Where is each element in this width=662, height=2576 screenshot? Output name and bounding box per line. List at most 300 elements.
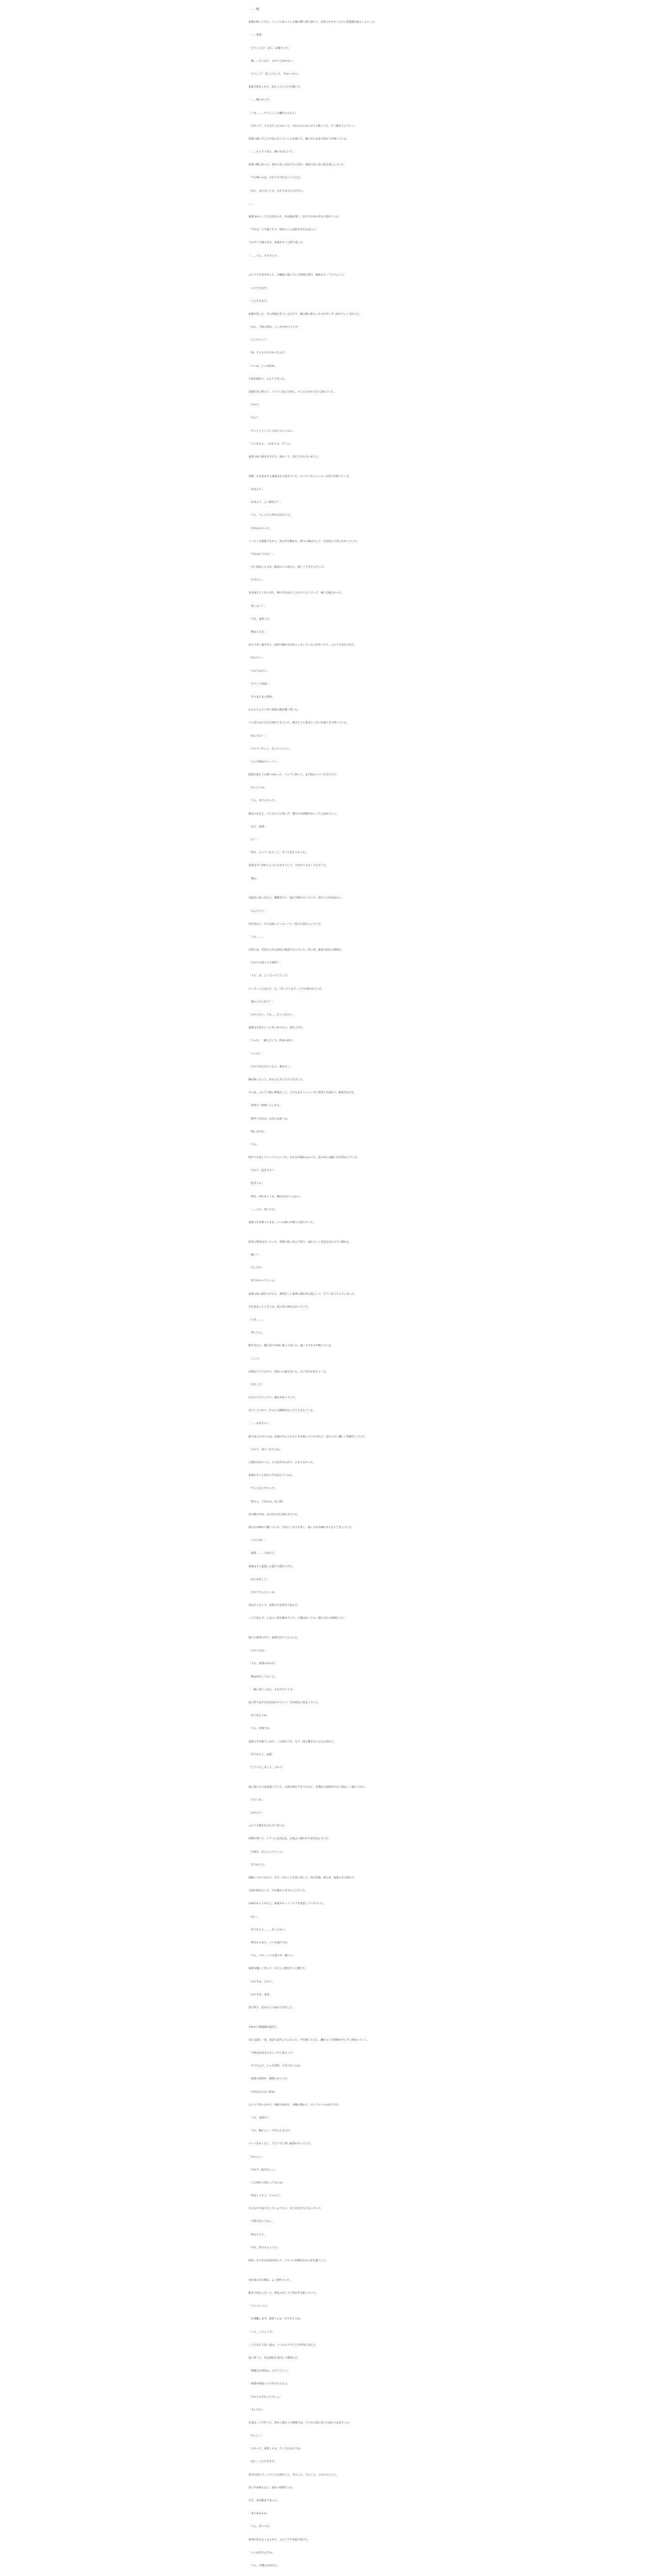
blank-line (249, 1771, 413, 1778)
text-paragraph: 「どこがいい？」 (249, 338, 270, 342)
blank-line (249, 1882, 413, 1888)
blank-line (249, 1985, 413, 1992)
blank-line (249, 1174, 413, 1181)
text-paragraph: うなずいた俺の手を、家賃がそっと握り返した。 (249, 241, 306, 245)
blank-line (249, 1609, 413, 1616)
text-paragraph: …… (249, 202, 254, 206)
blank-line (249, 830, 413, 837)
blank-line (249, 1492, 413, 1499)
blank-line (249, 1070, 413, 1077)
text-paragraph: 家に着いたのは夜遅くだった。玄関の明かりをつけると、見慣れた部屋がやけに愛おしく感じられた。 (249, 1785, 368, 1789)
text-paragraph: 「私もよ。ごめんね、長い間」 (249, 1500, 285, 1503)
text-paragraph: 「ひかりみたい」 (249, 669, 270, 673)
blank-line (249, 2122, 413, 2128)
text-paragraph: 「こっち」 (249, 1357, 261, 1361)
text-paragraph: 噴水の水音と、子どもたちの笑い声。穏やかな時間がゆっくりと流れていく。 (249, 812, 339, 816)
blank-line (249, 1907, 413, 1914)
text-paragraph: 「かわいい」 (249, 2155, 264, 2159)
text-paragraph: 「ひかり」 (249, 403, 262, 407)
text-paragraph: 「はい」 (249, 1915, 259, 1919)
text-paragraph: 「全然片付いてない」 (249, 2220, 275, 2224)
text-paragraph: 「これ、家賃の？」 (249, 2116, 272, 2120)
blank-line (249, 2400, 413, 2407)
text-paragraph: 身支度をして外へ出た。朝の空気は少しひんやりとしていて、頬に心地よかった。 (249, 591, 344, 595)
text-paragraph: 封を切ると、中には短いメッセージと一枚の写真が入っていた。 (249, 922, 323, 926)
text-paragraph: 小指を絡めて、ふたりで笑った。 (249, 377, 287, 381)
blank-line (249, 1641, 413, 1648)
text-paragraph: 灯台の下のベンチに、誰かが座っていた。 (249, 1396, 298, 1400)
text-paragraph: 「また来ようね」 (249, 1714, 270, 1718)
text-paragraph: 荷物を置いて、ソファに沈み込む。心地よい疲れが全身を包んでいた。 (249, 1837, 331, 1841)
blank-line (249, 856, 413, 863)
text-paragraph: 「今度はお母さんがこっちに来るって」 (249, 2052, 295, 2055)
text-paragraph: 胸が熱くなって、何も言えずにただうなずいた。 (249, 1078, 305, 1081)
blank-line (249, 1466, 413, 1473)
text-paragraph: パン屋には小さな行列ができていた。焼きたての香ばしい匂いが通りまで漂っている。 (249, 721, 350, 725)
blank-line (249, 1083, 413, 1090)
text-paragraph: 三人で並んで歩く道は、いつもより少しだけ特別に見えた。 (249, 2343, 319, 2347)
blank-line (249, 519, 413, 526)
blank-line (249, 882, 413, 889)
text-paragraph: 「わあ……」 (249, 1318, 264, 1321)
blank-line (249, 765, 413, 772)
blank-line (249, 1829, 413, 1836)
text-paragraph: 「おはよう」 (249, 487, 264, 491)
blank-line (249, 914, 413, 921)
text-paragraph: 三人で並んで、しばらく海を眺めていた。言葉はなくても、満たされた時間だった。 (249, 1617, 346, 1620)
text-paragraph: 昼食は三人で作った。母から教わった卵焼きは、子どもの頃に食べた味そのままだった。 (249, 2421, 352, 2425)
blank-line (249, 954, 413, 960)
blank-line (249, 869, 413, 876)
blank-line (249, 701, 413, 707)
blank-line (249, 2491, 413, 2498)
blank-line (249, 1161, 413, 1168)
blank-line (249, 1226, 413, 1233)
text-paragraph: 「この頃から変わってないね」 (249, 2181, 285, 2184)
blank-line (249, 714, 413, 720)
text-paragraph: 「いただきます」 (249, 299, 270, 303)
text-paragraph: 家賃は写真をじっと見つめてから、顔を上げた。 (249, 1026, 306, 1030)
blank-line (249, 1135, 413, 1142)
blank-line (249, 889, 413, 895)
blank-line (249, 2465, 413, 2472)
text-paragraph: 「……うん。ありがとう」 (249, 254, 280, 258)
blank-line (249, 636, 413, 642)
blank-line (249, 1667, 413, 1674)
text-paragraph: 「うん。来てよかった」 (249, 799, 277, 803)
text-paragraph: 家賃を抱きしめて、涙をこらえて口を開いた。 (249, 86, 303, 89)
blank-line (249, 2070, 413, 2076)
text-paragraph: 母とは週に一度、電話で話すようになった。声を聞くたびに、離れていた時間が少しずつ埋まっていく。 (249, 2038, 370, 2042)
blank-line (249, 2362, 413, 2368)
text-paragraph: 家賃は少し緊張した様子で頭を下げた。 (249, 1565, 295, 1568)
blank-line (249, 1732, 413, 1739)
text-paragraph: 「寄りかかっていいよ」 (249, 1279, 277, 1283)
blank-line (249, 791, 413, 798)
text-paragraph: 「どういう意味？」 (249, 682, 272, 686)
text-paragraph: 「この人は？」 (249, 1539, 267, 1543)
text-paragraph: 近づくにつれて、その人の横顔がはっきりと見えてくる。 (249, 1409, 316, 1413)
blank-line (249, 1324, 413, 1330)
blank-line (249, 168, 413, 175)
text-paragraph: 「海。ずっと行きたかったんだ」 (249, 351, 287, 355)
text-paragraph: 全部が夢みたいで、でも確かに本当のことだった。 (249, 1889, 308, 1893)
blank-line (249, 2270, 413, 2277)
blank-line (249, 421, 413, 428)
text-paragraph: 「はい、いただきます」 (249, 2460, 277, 2464)
text-paragraph: 「俺……やっぱり、ひかりと歩かない」 (249, 59, 295, 63)
blank-line (249, 2556, 413, 2563)
text-paragraph: 「うん。久しぶりに夢も見なかった」 (249, 514, 293, 517)
blank-line (249, 221, 413, 227)
blank-line (249, 1817, 413, 1823)
blank-line (249, 1200, 413, 1207)
blank-line (249, 557, 413, 564)
text-paragraph: 「おはよう。よく眠れた？」 (249, 501, 283, 504)
text-paragraph: 「また来るわね」 (249, 2512, 270, 2516)
blank-line (249, 2530, 413, 2537)
blank-line (249, 1109, 413, 1116)
text-paragraph: 「いられるよ。これからも、ずっと」 (249, 442, 292, 446)
text-paragraph: 「うん。家賃のおかげ」 (249, 1662, 277, 1666)
text-paragraph: 記憶をたどりながら、海沿いの道を歩いた。白い灯台が見えてくる。 (249, 1370, 329, 1374)
text-paragraph: 「ひかり。来てくれたのね」 (249, 1448, 283, 1451)
blank-line (249, 1349, 413, 1356)
blank-line (249, 181, 413, 188)
blank-line (249, 64, 413, 71)
blank-line (249, 207, 413, 214)
text-paragraph: 「これ……」 (249, 935, 264, 939)
blank-line (249, 318, 413, 325)
blank-line (249, 396, 413, 402)
text-paragraph: トーストを頬張りながら、窓の外を眺める。昨日の風はやんで、空は澄んだ青に広がっていた。 (249, 539, 359, 543)
blank-line (249, 369, 413, 376)
blank-line (249, 1959, 413, 1966)
text-paragraph: 波の音が静かに響いている。空はどこまでも青く、遠くの水平線がきらきらと光っていた。 (249, 1526, 354, 1529)
blank-line (249, 1745, 413, 1752)
text-paragraph: 「そのまんまの意味」 (249, 695, 275, 699)
text-paragraph: 「少しだけ」 (249, 1266, 264, 1270)
text-paragraph: 電車が見えなくなるまで、ふたりで手を振り続けた。 (249, 2538, 310, 2541)
blank-line (249, 1453, 413, 1460)
text-paragraph: 「ほら、また泣いてる。ひかりは大丈夫だから」 (249, 189, 306, 193)
text-paragraph: 「いま、……すぐにここを離れたんだよ」 (249, 111, 298, 115)
text-paragraph: 「それ、昨日も言ってた」 (249, 2246, 280, 2249)
story-text-column (249, 6, 413, 2576)
blank-line (249, 1706, 413, 1713)
text-paragraph: 「じゃあ、一緒に行こう。約束の海だ」 (249, 1039, 295, 1043)
text-paragraph: 「そうなんだ。じゃあ部屋、片付けないとね」 (249, 2064, 303, 2068)
text-paragraph: 「……俺のせいだ」 (249, 98, 272, 102)
blank-line (249, 1259, 413, 1265)
text-paragraph: 「うわ、懐かしい。中学のときのだ」 (249, 2129, 292, 2133)
text-paragraph: 「クロワッサンと、あとメロンパン」 (249, 747, 292, 751)
blank-line (249, 2323, 413, 2329)
text-paragraph: 「行きたい」 (249, 579, 264, 582)
blank-line (249, 279, 413, 285)
text-paragraph: 「今日はどうする？」 (249, 552, 275, 556)
blank-line (249, 1232, 413, 1239)
text-paragraph: 「どうしたの？ ほら、お腹空いた」 (249, 46, 291, 50)
blank-line (249, 2413, 413, 2420)
blank-line (249, 1044, 413, 1051)
blank-line (249, 91, 413, 97)
text-paragraph: 湯船につかりながら、今日一日のことを思い返した。母の笑顔、海の青、家賃の手の温もり。 (249, 1876, 357, 1879)
blank-line (249, 2387, 413, 2394)
blank-line (249, 778, 413, 785)
text-paragraph: 「少しだけ」 (249, 2408, 264, 2412)
blank-line (249, 1596, 413, 1602)
blank-line (249, 597, 413, 603)
text-paragraph: 「どういたしまして、ひかり」 (249, 1766, 285, 1769)
text-paragraph: 夕方、母を駅まで送った。 (249, 2499, 280, 2502)
text-paragraph: 「……家賃」 (249, 33, 264, 37)
blank-line (249, 1427, 413, 1434)
blank-line (249, 2238, 413, 2245)
text-paragraph: 「やめて、恥ずかしい」 (249, 2168, 277, 2172)
blank-line (249, 1213, 413, 1219)
blank-line (249, 674, 413, 681)
text-paragraph: 「眠い？」 (249, 1253, 262, 1257)
blank-line (249, 1375, 413, 1382)
blank-line (249, 506, 413, 513)
text-paragraph: からかうように笑う家賃の腕を軽く叩いた。 (249, 708, 301, 712)
text-paragraph: 母の腕の中は、あの頃と同じ温かさだった。 (249, 1513, 301, 1516)
text-paragraph: 「何にする？」 (249, 734, 267, 738)
blank-line (249, 2043, 413, 2050)
text-paragraph: 「俺は大丈夫」 (249, 631, 267, 634)
text-paragraph: 「ねえ、今度の休み、どこか出かけようか」 (249, 326, 301, 329)
blank-line (249, 2297, 413, 2303)
text-paragraph: 「……嘘」 (249, 8, 262, 11)
text-paragraph: 「わからない。でも……行ってみたい」 (249, 1013, 295, 1017)
text-paragraph: 「明日、何があっても、俺はそばにいるから」 (249, 1195, 303, 1198)
text-paragraph: 母はそう言って、家賃の手を両手で包んだ。 (249, 1604, 300, 1607)
text-paragraph: 「平気。家賃こそ」 (249, 617, 272, 621)
blank-line (249, 1583, 413, 1589)
blank-line (249, 941, 413, 947)
blank-line (249, 739, 413, 746)
blank-line (249, 1803, 413, 1810)
text-paragraph: ふたりで夕食を作った。冷蔵庫に残っていた野菜と卵で、簡単なスープとオムレツ。 (249, 274, 346, 277)
text-paragraph: 写真には、見覚えのある海辺の風景が写っていた。幼い頃、家族で訪れた場所だ。 (249, 948, 344, 952)
blank-line (249, 584, 413, 590)
blank-line (249, 2283, 413, 2290)
blank-line (249, 13, 413, 20)
blank-line (249, 2011, 413, 2018)
blank-line (249, 1531, 413, 1538)
blank-line (249, 902, 413, 908)
blank-line (249, 1972, 413, 1979)
blank-line (249, 2426, 413, 2433)
blank-line (249, 156, 413, 162)
text-paragraph: 窓の外では夕日が沈みかけていて、空が茜色に染まっていた。 (249, 1701, 321, 1704)
blank-line (249, 2310, 413, 2316)
blank-line (249, 1790, 413, 1797)
blank-line (249, 2225, 413, 2232)
blank-line (249, 26, 413, 32)
blank-line (249, 52, 413, 58)
text-paragraph: 言葉が出なかった。ただ涙があふれて、止まらなかった。 (249, 1461, 316, 1464)
text-paragraph: 翌朝、目を覚ますと家賃はもう起きていた。キッチンからコーヒーの香りが漂ってくる。 (249, 474, 352, 478)
text-paragraph: 紙袋を抱えて公園へ向かった。ベンチに座って、まだ温かいパンを分け合う。 (249, 773, 339, 777)
text-paragraph: 「家賃の部屋が一番散らかってる」 (249, 2077, 290, 2081)
blank-line (249, 2478, 413, 2485)
blank-line (249, 2095, 413, 2102)
blank-line (249, 2335, 413, 2342)
blank-line (249, 2439, 413, 2446)
blank-line (249, 2199, 413, 2206)
blank-line (249, 1362, 413, 1369)
blank-line (249, 1758, 413, 1765)
blank-line (249, 1842, 413, 1849)
text-paragraph: 振り返ったその人は、記憶の中よりも少し年を取っていたけれど、変わらない優しい笑顔をしていた。 (249, 1435, 368, 1438)
blank-line (249, 467, 413, 473)
text-paragraph: 「いいの？」 (249, 1052, 264, 1056)
text-paragraph: 「うん。待ってる」 (249, 2525, 272, 2529)
blank-line (249, 649, 413, 655)
blank-line (249, 447, 413, 454)
text-paragraph: 「俺も」 (249, 877, 259, 880)
text-paragraph: 「ひかり、起きてる？」 (249, 1169, 277, 1173)
text-paragraph: 家賃の顔に少しだけ光のさしていくのを感じた。俺の手にはまだ温もりが残っている。 (249, 137, 350, 141)
text-paragraph: 「ねえ、家賃」 (249, 825, 267, 828)
text-paragraph: 「一緒に来てくれた。それだけで十分」 (249, 1688, 295, 1691)
text-paragraph: 「うん。昔、よく行ってたところ」 (249, 974, 290, 978)
blank-line (249, 2543, 413, 2550)
text-paragraph: 家賃の肩に頭をのせると、規則正しい電車の揺れが心地よくて、すぐにまどろんでしまった。 (249, 1292, 357, 1296)
blank-line (249, 622, 413, 629)
blank-line (249, 1336, 413, 1343)
blank-line (249, 1031, 413, 1038)
blank-line (249, 1920, 413, 1927)
blank-line (249, 344, 413, 350)
text-paragraph: 「ありがとう。……あったかい」 (249, 1928, 287, 1931)
blank-line (249, 2375, 413, 2381)
text-paragraph: 「……もうすぐ来る、俺のそばにいて」 (249, 150, 295, 154)
blank-line (249, 2212, 413, 2219)
text-paragraph: 「よかったね」 (249, 1649, 267, 1653)
text-paragraph: 「どうして？ 気にしないで、今はいいから」 (249, 72, 301, 76)
text-paragraph: 昼過ぎに家へ戻ると、郵便受けに一通の手紙が入っていた。差出人の名前はない。 (249, 896, 344, 900)
blank-line (249, 1148, 413, 1155)
text-paragraph: 「ひかりが行きたいなら、俺も行く」 (249, 1065, 293, 1069)
blank-line (249, 1777, 413, 1784)
blank-line (249, 992, 413, 999)
blank-line (249, 461, 413, 467)
blank-line (249, 2057, 413, 2063)
text-paragraph: 「素敵なお部屋ね。ふたりらしい」 (249, 2369, 290, 2373)
blank-line (249, 1505, 413, 1512)
blank-line (249, 1388, 413, 1395)
blank-line (249, 292, 413, 298)
text-paragraph: 「お風呂、先に入っていいよ」 (249, 1850, 285, 1854)
blank-line (249, 1570, 413, 1577)
blank-line (249, 1946, 413, 1953)
blank-line (249, 1122, 413, 1129)
text-paragraph: 「かわいい」 (249, 656, 264, 660)
blank-line (249, 2504, 413, 2511)
blank-line (249, 1654, 413, 1661)
text-paragraph: 「いいお母さんだね」 (249, 2551, 275, 2554)
blank-line (249, 1284, 413, 1291)
blank-line (249, 142, 413, 149)
text-paragraph: 始発の電車は空いていた。窓際の席に並んで座り、流れていく景色をぼんやりと眺める。 (249, 1240, 352, 1244)
blank-line (249, 1187, 413, 1194)
text-paragraph: 家賃がそっと背中に手を添えてくれる。 (249, 1474, 295, 1478)
blank-line (249, 662, 413, 668)
text-paragraph: ふたりで顔を見合わせて笑った。 (249, 1824, 288, 1828)
blank-line (249, 1680, 413, 1687)
text-paragraph: その夜、ふたりで旅の準備をした。小さなボストンバッグに着替えを詰めて、地図を広げる。 (249, 1091, 357, 1095)
text-paragraph: 「今日は二人で過ごそう。明日のことは明日考えればいい」 (249, 228, 319, 232)
text-paragraph: 「昨日、言ってくれたこと。ずっと覚えておくね」 (249, 851, 308, 855)
text-paragraph: 家に着くと、母は部屋を見回して微笑んだ。 (249, 2356, 301, 2360)
blank-line (249, 1868, 413, 1875)
blank-line (249, 39, 413, 45)
text-paragraph: 「よかった。家賃くんも、たくさん食べてね」 (249, 2447, 303, 2451)
text-paragraph: 駅まで迎えに行くと、改札の向こうで母が手を振っていた。 (249, 2292, 319, 2295)
blank-line (249, 752, 413, 759)
blank-line (249, 1272, 413, 1278)
blank-line (249, 382, 413, 389)
text-paragraph: 「それって、大丈夫だったのかって、やれたんだねとガチャ鳴ってさ。すぐ後をついていく」 (249, 124, 357, 128)
text-paragraph: 「ん？」 (249, 838, 259, 841)
text-paragraph: 「なんだろう」 (249, 909, 267, 913)
blank-line (249, 843, 413, 850)
blank-line (249, 1933, 413, 1940)
blank-line (249, 2147, 413, 2154)
text-paragraph: ページをめくると、今より少し幼い家賃が写っていた。 (249, 2142, 313, 2146)
text-paragraph: 「誰からだと思う？」 (249, 1000, 275, 1004)
blank-line (249, 104, 413, 110)
text-paragraph: 「なに？」 (249, 416, 262, 420)
blank-line (249, 1245, 413, 1252)
blank-line (249, 1401, 413, 1408)
text-paragraph: 「……お母さん？」 (249, 1422, 272, 1426)
text-paragraph: 「いいね。じゃあ約束」 (249, 364, 277, 368)
blank-line (249, 1518, 413, 1524)
blank-line (249, 266, 413, 273)
text-paragraph: 「家賃。……大切な人」 (249, 1552, 277, 1555)
text-paragraph: 「明日からまた、いつも通りだね」 (249, 1941, 290, 1944)
text-paragraph: 「じゃあ俺はカレーパン」 (249, 760, 279, 764)
text-paragraph: 「うん」 (249, 1143, 259, 1146)
blank-line (249, 246, 413, 253)
text-paragraph: 「成長してるよ、ちゃんと」 (249, 2194, 283, 2198)
blank-line (249, 304, 413, 311)
text-paragraph: 窓の外で、星がひとつ流れた気がした。 (249, 2006, 295, 2009)
text-paragraph: 明かりを消してベッドに入っても、なかなか眠れなかった。窓の外には細い月が浮かんでいる。 (249, 1156, 360, 1160)
blank-line (249, 817, 413, 824)
blank-line (249, 1628, 413, 1635)
blank-line (249, 1544, 413, 1551)
text-paragraph: 「おいしい」 (249, 2434, 264, 2438)
blank-line (249, 2251, 413, 2258)
blank-line (249, 480, 413, 486)
blank-line (249, 434, 413, 441)
text-paragraph: 「俺は何もしてないよ」 (249, 1675, 277, 1679)
blank-line (249, 2264, 413, 2271)
text-paragraph: 「起きてる」 (249, 1182, 264, 1185)
text-paragraph: 結局、その日は出前を取って、アルバムを眺めながら夜を過ごした。 (249, 2259, 328, 2263)
text-paragraph: 家賃は優しく笑って、わたしの髪をそっと撫でた。 (249, 1967, 308, 1971)
blank-line (249, 194, 413, 201)
text-paragraph: 「ありがとう、家賃」 (249, 1753, 275, 1756)
blank-line (249, 1998, 413, 2005)
text-paragraph: 食器を洗い終えて、ソファに並んで座る。テレビの音が小さく流れていた。 (249, 391, 336, 394)
blank-line (249, 1557, 413, 1564)
